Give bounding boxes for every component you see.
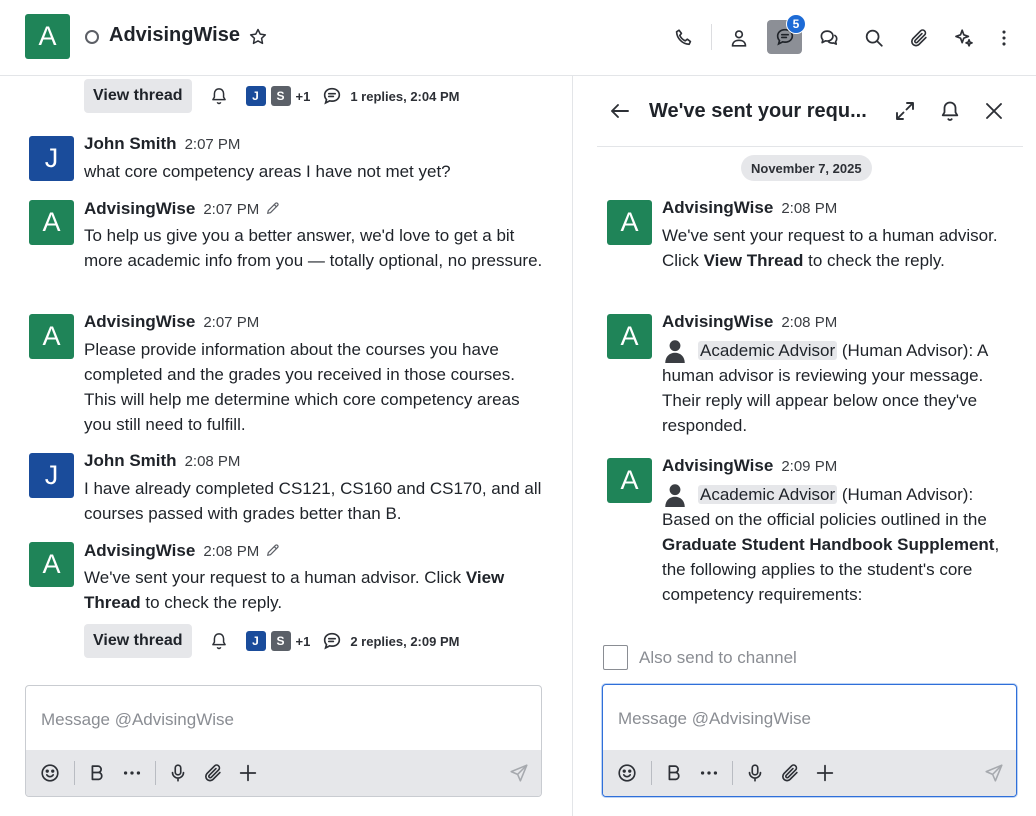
sender-name[interactable]: AdvisingWise [84,541,196,560]
message-text: Academic Advisor (Human Advisor): Based on the official policies outlined in the Graduate Student Handbook Supplement, the following applies to the student's core competency requirements: [662,481,1022,607]
message-text: To help us give you a better answer, we'd love to get a bit more academic info from you — totally optional, no pressure. [84,226,543,270]
pencil-icon [265,542,281,558]
view-thread-button[interactable]: View thread [84,624,192,658]
channel-header [0,0,1036,76]
microphone-icon[interactable] [743,761,767,785]
send-icon[interactable] [982,761,1006,785]
paperclip-icon[interactable] [201,761,225,785]
participant-avatar: S [271,86,291,106]
channel-avatar[interactable]: A [25,14,70,59]
bell-icon[interactable] [209,631,229,651]
thread-summary [84,79,459,113]
view-thread-button[interactable]: View thread [84,79,192,113]
close-icon[interactable] [982,99,1006,123]
toolbar-separator [732,761,733,785]
search-icon[interactable] [858,22,890,54]
message-time: 2:07 PM [184,136,241,153]
message-time: 2:08 PM [781,314,838,331]
message-text: what core competency areas I have not met yet? [84,162,451,181]
toolbar-separator [651,761,652,785]
thread-message [607,312,1027,442]
bot-avatar[interactable]: A [29,200,74,245]
advisor-mention[interactable]: Academic Advisor [700,341,836,360]
sender-name[interactable]: John Smith [84,134,177,153]
message-text: We've sent your request to a human advisor. Click View Thread to check the reply. [662,226,998,270]
more-horizontal-icon[interactable] [120,761,144,785]
bold-icon[interactable] [85,761,109,785]
bot-avatar[interactable]: A [607,314,652,359]
sender-name[interactable]: AdvisingWise [84,312,196,331]
sender-name[interactable]: John Smith [84,451,177,470]
message-time: 2:07 PM [203,314,260,331]
microphone-icon[interactable] [166,761,190,785]
message-time: 2:08 PM [184,453,241,470]
thread-message [607,456,1027,616]
thread-message-input[interactable]: Message @AdvisingWise [618,709,811,728]
reply-meta[interactable]: 1 replies, 2:04 PM [350,88,460,104]
thread-separator [597,146,1023,147]
message-pane [0,76,572,816]
sender-name[interactable]: AdvisingWise [662,198,774,217]
also-send-checkbox[interactable] [603,645,628,670]
header-separator [711,24,712,50]
bot-avatar[interactable]: A [607,458,652,503]
thread-summary [84,624,459,658]
participant-count: +1 [295,88,311,104]
reply-icon [321,630,343,652]
view-thread-link[interactable]: View Thread [84,568,505,612]
date-divider: November 7, 2025 [741,155,872,181]
plus-icon[interactable] [236,761,260,785]
participant-avatar: S [271,631,291,651]
user-avatar[interactable]: J [29,136,74,181]
more-horizontal-icon[interactable] [697,761,721,785]
bot-avatar[interactable]: A [29,314,74,359]
pencil-icon [265,200,281,216]
thread-header [573,76,1036,146]
participant-avatar: J [246,631,266,651]
message-item [29,540,549,615]
thread-pane [573,76,1036,816]
message-time: 2:08 PM [781,200,838,217]
paperclip-icon[interactable] [778,761,802,785]
message-time: 2:08 PM [203,543,260,560]
star-icon[interactable] [248,27,268,47]
participant-avatar: J [246,86,266,106]
message-time: 2:07 PM [203,201,260,218]
bell-icon[interactable] [938,99,962,123]
message-text: We've sent your request to a human advisor. Click View Thread to check the reply. [84,568,505,612]
composer-toolbar [603,750,1016,796]
sender-name[interactable]: AdvisingWise [84,199,196,218]
advisor-mention[interactable]: Academic Advisor [700,485,836,504]
threads-badge: 5 [786,14,806,34]
message-text: Academic Advisor (Human Advisor): A human advisor is reviewing your message. Their reply will appear below once they've responded. [662,337,1022,438]
participant-count: +1 [295,633,311,649]
plus-icon[interactable] [813,761,837,785]
person-icon[interactable] [723,22,755,54]
also-send-label[interactable]: Also send to channel [639,648,797,667]
more-vertical-icon[interactable] [988,22,1020,54]
reply-meta[interactable]: 2 replies, 2:09 PM [350,633,460,649]
view-thread-link[interactable]: View Thread [703,251,804,270]
status-icon [85,30,99,44]
message-input[interactable]: Message @AdvisingWise [41,710,234,729]
ai-chat-icon[interactable] [813,22,845,54]
bot-avatar[interactable]: A [29,542,74,587]
toolbar-separator [155,761,156,785]
toolbar-separator [74,761,75,785]
bot-avatar[interactable]: A [607,200,652,245]
sender-name[interactable]: AdvisingWise [662,312,774,331]
thread-composer[interactable] [602,684,1017,797]
message-item [29,451,549,526]
sender-name[interactable]: AdvisingWise [662,456,774,475]
send-icon[interactable] [507,761,531,785]
message-text: I have already completed CS121, CS160 and CS170, and all courses passed with grades better than B. [84,479,542,523]
channel-title[interactable]: AdvisingWise [109,24,240,46]
message-item [29,198,549,298]
phone-icon[interactable] [668,22,700,54]
message-composer[interactable] [25,685,542,797]
back-arrow-icon[interactable] [608,99,632,123]
expand-icon[interactable] [893,99,917,123]
user-avatar[interactable]: J [29,453,74,498]
bold-icon[interactable] [662,761,686,785]
person-silhouette-icon [662,337,688,363]
reply-icon [321,85,343,107]
composer-toolbar [26,750,541,796]
person-silhouette-icon [662,481,688,507]
message-item [29,134,549,184]
message-item [29,312,549,437]
paperclip-icon[interactable] [903,22,935,54]
thread-message [607,198,1027,298]
emoji-icon[interactable] [615,761,639,785]
message-time: 2:09 PM [781,458,838,475]
message-text: Please provide information about the courses you have completed and the grades you received in those courses. This will help me determine which core competency areas you still need to fulfill. [84,340,520,434]
emoji-icon[interactable] [38,761,62,785]
sparkle-icon[interactable] [948,22,980,54]
bell-icon[interactable] [209,86,229,106]
thread-title: We've sent your requ... [649,100,867,122]
